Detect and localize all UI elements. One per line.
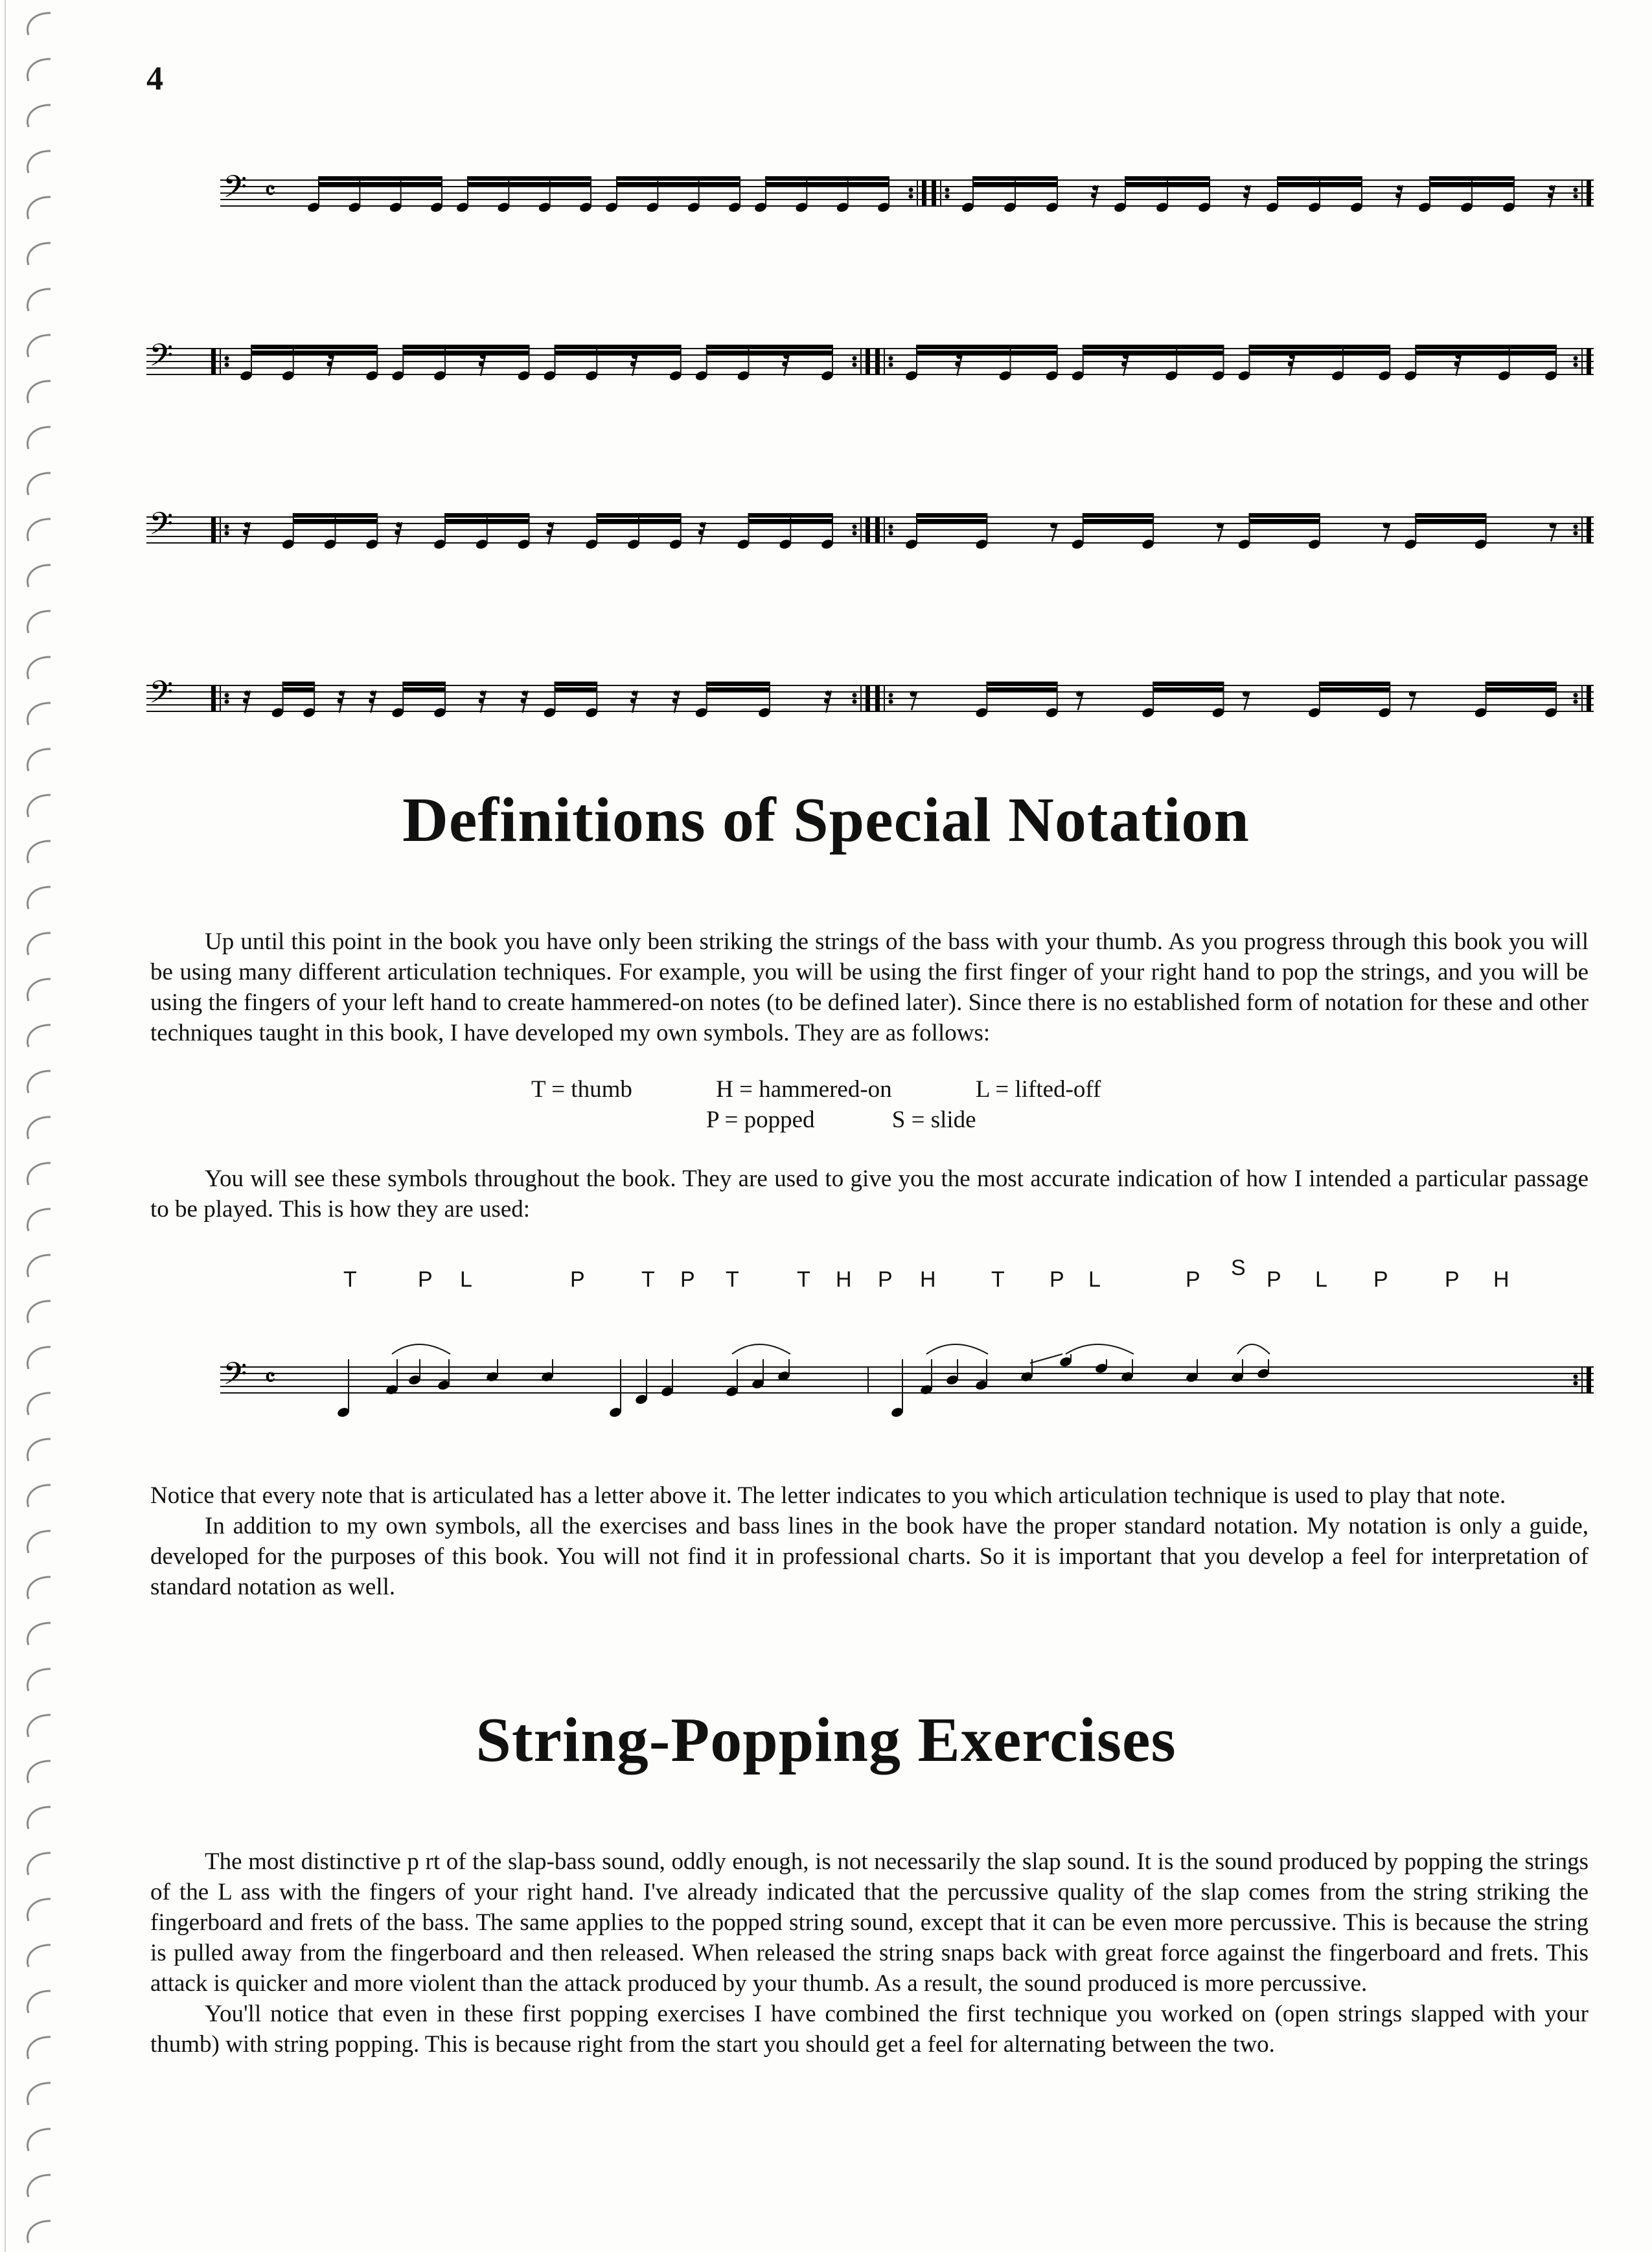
- repeat-end-thick-bar: [1587, 349, 1591, 374]
- articulation-letter: T: [343, 1267, 357, 1292]
- symbol-popped: P = popped: [706, 1107, 815, 1133]
- rest-flag-dot: [548, 522, 553, 527]
- bass-clef-icon: 𝄢: [223, 1355, 247, 1399]
- beam: [403, 350, 529, 354]
- rest-flag-dot: [1454, 362, 1460, 367]
- articulation-letter: P: [1267, 1267, 1281, 1292]
- binding-ring: [27, 1623, 51, 1645]
- beam: [468, 176, 591, 180]
- repeat-start-thick-bar: [211, 517, 216, 543]
- rest-flag-dot: [956, 354, 961, 359]
- rhythm-staff-3: [146, 478, 1594, 562]
- repeat-start-thick-bar: [875, 685, 880, 711]
- articulation-letter: P: [1186, 1267, 1200, 1292]
- rest-flag-dot: [825, 691, 831, 696]
- slur: [392, 1344, 450, 1354]
- symbol-legend-row-2: [706, 1106, 1048, 1134]
- bass-clef-icon: 𝄢: [149, 674, 174, 718]
- rest-flag-dot: [782, 362, 787, 367]
- rhythm-staff-1: [220, 141, 1594, 225]
- common-time-icon: 𝄴: [264, 176, 276, 206]
- beam: [707, 345, 832, 349]
- intro-paragraph: Up until this point in the book you have only been striking the strings of the bass with your thumb. As you progress through this book you will be using many different articulation techniques. For example, you will be using the first finger of your right hand to pop the strings, and you will be using the fingers of your left hand to create hammered-on notes (to be defined later). Since there is no established form of notation for these and other techniques taught in this book, I have developed my own symbols. They are as follows:: [150, 928, 1589, 1046]
- beam: [1083, 519, 1153, 523]
- beam: [1250, 513, 1320, 517]
- binding-ring: [27, 1991, 51, 2013]
- beam: [1416, 519, 1486, 523]
- beam: [917, 513, 987, 517]
- rest-flag-dot: [243, 698, 248, 704]
- beam: [283, 687, 315, 691]
- beam: [617, 182, 740, 186]
- beam: [1083, 345, 1224, 349]
- rest-flag-dot: [480, 354, 485, 359]
- rest-flag-dot: [369, 698, 374, 704]
- popping-paragraph-1: The most distinctive p rt of the slap-bass sound, oddly enough, is not necessarily the slap sound. It is the sound produced by popping the strings of the L ass with the fingers of your right hand. I've already indicated that the percussive quality of the slap comes from the string striking the fingerboard and frets of the bass. The same applies to the popped string sound, except that it can be even more percussive. This is because the string is pulled away from the fingerboard and then released. When released the string snaps back with great force against the fingerboard and frets. This attack is quicker and more violent than the attack produced by your thumb. As a result, the sound produced is more percussive.: [150, 1848, 1589, 1997]
- repeat-end-thick-bar: [922, 180, 926, 206]
- beam: [468, 182, 591, 186]
- rest-flag-dot: [522, 691, 527, 696]
- repeat-dot: [1574, 194, 1578, 199]
- rest-flag-dot: [1395, 193, 1401, 198]
- rest-flag-dot: [1549, 185, 1554, 190]
- binding-ring: [27, 1485, 51, 1507]
- beam: [973, 182, 1057, 186]
- articulation-letter: S: [1231, 1256, 1246, 1280]
- beam: [707, 350, 832, 354]
- rest-flag-dot: [1092, 185, 1097, 190]
- binding-ring: [27, 1347, 51, 1369]
- beam: [597, 519, 681, 523]
- rest-flag-dot: [1456, 354, 1461, 359]
- binding-ring: [27, 59, 51, 81]
- rest-flag-dot: [1289, 354, 1294, 359]
- repeat-dot: [889, 531, 893, 536]
- beam: [283, 682, 315, 685]
- repeat-start-thick-bar: [211, 685, 216, 711]
- beam: [749, 519, 833, 523]
- rest-flag-dot: [1409, 691, 1415, 697]
- rest-flag-dot: [244, 691, 249, 696]
- beam: [403, 682, 445, 685]
- symbol-slide: S = slide: [891, 1107, 976, 1133]
- rest-flag-dot: [395, 530, 400, 535]
- binding-ring: [27, 1899, 51, 1921]
- repeat-end-thick-bar: [866, 349, 870, 374]
- beam: [597, 513, 681, 517]
- binding-ring: [27, 2037, 51, 2059]
- binding-ring: [27, 1531, 51, 1553]
- rest-flag-dot: [672, 698, 678, 704]
- repeat-end-thick-bar: [866, 517, 870, 543]
- binding-ring: [27, 1025, 51, 1047]
- binding-ring: [27, 565, 51, 587]
- rest-flag-dot: [244, 522, 249, 527]
- beam: [445, 513, 529, 517]
- beam: [1153, 682, 1223, 685]
- symbol-thumb: T = thumb: [531, 1076, 632, 1103]
- binding-ring: [27, 289, 51, 311]
- repeat-dot: [889, 700, 893, 704]
- rest-flag-dot: [1245, 185, 1250, 190]
- articulation-letter: P: [1050, 1267, 1064, 1292]
- binding-ring: [27, 1163, 51, 1185]
- binding-ring: [27, 1577, 51, 1599]
- binding-ring: [27, 2129, 51, 2151]
- rest-flag-dot: [955, 362, 960, 367]
- rest-flag-dot: [1397, 185, 1402, 190]
- repeat-dot: [909, 194, 913, 199]
- articulation-letter: L: [1088, 1267, 1101, 1292]
- rest-flag-dot: [700, 522, 705, 527]
- repeat-dot: [225, 693, 229, 698]
- repeat-dot: [853, 356, 857, 361]
- rest-flag-dot: [1076, 691, 1082, 697]
- rest-flag-dot: [370, 691, 375, 696]
- symbol-legend-row-1: [531, 1075, 1178, 1103]
- beam: [555, 350, 681, 354]
- articulation-letter: L: [1315, 1267, 1327, 1292]
- beam: [1125, 182, 1210, 186]
- beam: [1416, 513, 1486, 517]
- articulation-letter: P: [878, 1267, 893, 1292]
- rhythm-staff-4: [146, 647, 1594, 731]
- binding-ring: [27, 519, 51, 541]
- rest-flag-dot: [674, 691, 679, 696]
- binding-ring: [27, 381, 51, 403]
- binding-ring: [27, 1945, 51, 1967]
- beam: [1083, 350, 1224, 354]
- beam: [1125, 176, 1210, 180]
- beam: [1278, 182, 1362, 186]
- rest-flag-dot: [1243, 691, 1248, 697]
- slur: [926, 1344, 988, 1354]
- repeat-dot: [889, 356, 893, 361]
- repeat-dot: [225, 363, 229, 367]
- rest-flag-dot: [1288, 362, 1293, 367]
- repeat-dot: [1574, 1375, 1578, 1379]
- beam: [917, 519, 987, 523]
- binding-ring: [27, 105, 51, 127]
- repeat-end-thick-bar: [1587, 1367, 1591, 1393]
- binding-ring: [27, 887, 51, 909]
- addition-paragraph: In addition to my own symbols, all the exercises and bass lines in the book have the proper standard notation. My notation is only a guide, developed for the purposes of this book. You will not find it in professional charts. So it is important that you develop a feel for interpretation of standard notation as well.: [150, 1513, 1589, 1600]
- beam: [987, 682, 1057, 685]
- beam: [555, 682, 597, 685]
- beam: [1250, 350, 1390, 354]
- binding-ring: [27, 979, 51, 1001]
- bass-clef-icon: 𝄢: [149, 505, 174, 549]
- repeat-dot: [1574, 1381, 1578, 1386]
- beam: [1278, 176, 1362, 180]
- repeat-dot: [225, 700, 229, 704]
- repeat-start-thick-bar: [932, 180, 936, 206]
- bass-clef-icon: 𝄢: [149, 337, 174, 381]
- articulation-example-staff: [220, 1309, 1594, 1451]
- binding-ring: [27, 2221, 51, 2243]
- repeat-dot: [945, 194, 950, 199]
- repeat-dot: [1574, 531, 1578, 536]
- repeat-dot: [225, 525, 229, 529]
- rest-flag-dot: [1121, 362, 1127, 367]
- rest-flag-dot: [480, 691, 485, 696]
- rest-flag-dot: [521, 698, 526, 704]
- binding-ring: [27, 1853, 51, 1875]
- beam: [1320, 682, 1390, 685]
- binding-ring: [27, 2083, 51, 2105]
- popping-paragraph-2: You'll notice that even in these first popping exercises I have combined the first technique you worked on (open strings slapped with your thumb) with string popping. This is because right from the start you should get a feel for alternating between the two.: [150, 2001, 1589, 2058]
- beam: [555, 345, 681, 349]
- beam: [766, 182, 889, 186]
- symbol-lifted-off: L = lifted-off: [975, 1076, 1101, 1103]
- beam: [973, 176, 1057, 180]
- repeat-dot: [853, 693, 857, 698]
- binding-ring: [27, 933, 51, 955]
- rhythm-staff-2: [146, 310, 1594, 394]
- repeat-end-thick-bar: [1587, 180, 1591, 206]
- beam: [319, 176, 442, 180]
- articulation-letter: T: [726, 1267, 739, 1292]
- rest-flag-dot: [824, 698, 829, 704]
- beam: [1486, 687, 1556, 691]
- binding-ring: [27, 1669, 51, 1691]
- beam: [1153, 687, 1223, 691]
- binding-ring: [27, 151, 51, 173]
- articulation-letter: P: [680, 1267, 695, 1292]
- repeat-dot: [889, 693, 893, 698]
- beam: [917, 350, 1057, 354]
- rest-flag-dot: [630, 362, 636, 367]
- beam: [749, 513, 833, 517]
- usage-paragraph: You will see these symbols throughout the book. They are used to give you the most accurate indication of how I intended a particular passage to be played. This is how they are used:: [150, 1166, 1589, 1223]
- binding-ring: [27, 13, 51, 35]
- repeat-start-thick-bar: [875, 517, 880, 543]
- repeat-dot: [889, 525, 893, 529]
- beam: [293, 519, 378, 523]
- articulation-letter: P: [1373, 1267, 1388, 1292]
- beam: [1083, 513, 1153, 517]
- binding-ring: [27, 611, 51, 633]
- binding-ring: [27, 1117, 51, 1139]
- page-number: 4: [146, 60, 163, 97]
- bass-clef-icon: 𝄢: [223, 168, 247, 213]
- beam: [1416, 345, 1556, 349]
- repeat-dot: [1574, 363, 1578, 367]
- heading-definitions: Definitions of Special Notation: [402, 785, 1250, 855]
- beam: [445, 519, 529, 523]
- binding-ring: [27, 749, 51, 771]
- heading-string-popping: String-Popping Exercises: [476, 1705, 1176, 1775]
- articulation-letter: P: [418, 1267, 433, 1292]
- beam: [1250, 519, 1320, 523]
- binding-ring: [27, 1301, 51, 1323]
- rest-flag-dot: [1050, 523, 1056, 529]
- beam: [1250, 345, 1390, 349]
- binding-ring: [27, 197, 51, 219]
- beam: [1486, 682, 1556, 685]
- articulation-letter: H: [920, 1267, 936, 1292]
- repeat-start-thick-bar: [211, 349, 216, 374]
- repeat-dot: [889, 363, 893, 367]
- rest-flag-dot: [479, 698, 484, 704]
- binding-ring: [27, 2175, 51, 2197]
- rest-flag-dot: [1383, 523, 1389, 529]
- beam: [917, 345, 1057, 349]
- binding-ring: [27, 703, 51, 725]
- repeat-dot: [225, 356, 229, 361]
- rest-flag-dot: [1550, 523, 1555, 529]
- repeat-dot: [225, 531, 229, 536]
- beam: [251, 350, 377, 354]
- articulation-letters: [0, 1256, 1652, 1300]
- articulation-letter: H: [836, 1267, 852, 1292]
- binding-ring: [27, 335, 51, 357]
- slur: [732, 1344, 790, 1354]
- beam: [987, 687, 1057, 691]
- common-time-icon: 𝄴: [264, 1363, 276, 1393]
- rest-flag-dot: [1548, 193, 1553, 198]
- beam: [1320, 687, 1390, 691]
- rest-flag-dot: [547, 530, 552, 535]
- beam: [1430, 182, 1514, 186]
- binding-ring: [27, 1393, 51, 1415]
- rest-flag-dot: [338, 698, 343, 704]
- repeat-dot: [1574, 525, 1578, 529]
- rest-flag-dot: [1091, 193, 1096, 198]
- articulation-letter: T: [641, 1267, 655, 1292]
- beam: [1430, 176, 1514, 180]
- rest-flag-dot: [632, 354, 637, 359]
- repeat-dot: [1574, 356, 1578, 361]
- beam: [617, 176, 740, 180]
- slur: [1237, 1344, 1270, 1354]
- rest-flag-dot: [339, 691, 344, 696]
- articulation-letter: T: [797, 1267, 810, 1292]
- rest-flag-dot: [632, 691, 637, 696]
- beam: [293, 513, 378, 517]
- beam: [1416, 350, 1556, 354]
- binding-ring: [27, 473, 51, 495]
- binding-ring: [27, 1209, 51, 1231]
- beam: [251, 345, 377, 349]
- binding-ring: [27, 1071, 51, 1093]
- repeat-dot: [945, 188, 950, 192]
- rest-flag-dot: [327, 362, 332, 367]
- beam: [403, 687, 445, 691]
- rest-flag-dot: [698, 530, 704, 535]
- articulation-letter: H: [1493, 1267, 1509, 1292]
- repeat-dot: [1574, 700, 1578, 704]
- beam: [766, 176, 889, 180]
- rest-flag-dot: [328, 354, 334, 359]
- repeat-dot: [853, 700, 857, 704]
- beam: [555, 687, 597, 691]
- repeat-end-thick-bar: [1587, 685, 1591, 711]
- spiral-binding: [0, 0, 71, 2252]
- repeat-end-thick-bar: [866, 685, 870, 711]
- rest-flag-dot: [479, 362, 484, 367]
- rest-flag-dot: [1243, 193, 1248, 198]
- binding-ring: [27, 1807, 51, 1829]
- repeat-dot: [1574, 188, 1578, 192]
- binding-ring: [27, 427, 51, 449]
- repeat-dot: [853, 531, 857, 536]
- rest-flag-dot: [630, 698, 636, 704]
- beam: [707, 687, 770, 691]
- binding-ring: [27, 1439, 51, 1461]
- rest-flag-dot: [783, 354, 788, 359]
- beam: [403, 345, 529, 349]
- rest-flag-dot: [1123, 354, 1128, 359]
- symbol-hammered-on: H = hammered-on: [716, 1076, 892, 1103]
- repeat-dot: [1574, 693, 1578, 698]
- rest-flag-dot: [243, 530, 248, 535]
- repeat-end-thick-bar: [1587, 517, 1591, 543]
- slur: [1066, 1344, 1134, 1354]
- rest-flag-dot: [910, 691, 916, 697]
- binding-ring: [27, 243, 51, 265]
- articulation-letter: T: [991, 1267, 1005, 1292]
- beam: [707, 682, 770, 685]
- rest-flag-dot: [396, 522, 401, 527]
- repeat-dot: [909, 188, 913, 192]
- notice-paragraph: Notice that every note that is articulated has a letter above it. The letter indicates to you which articulation technique is used to play that note.: [150, 1482, 1506, 1509]
- beam: [319, 182, 442, 186]
- articulation-letter: P: [1445, 1267, 1460, 1292]
- rest-flag-dot: [1217, 523, 1222, 529]
- articulation-letter: P: [570, 1267, 585, 1292]
- slide-line: [1030, 1354, 1062, 1363]
- repeat-dot: [853, 525, 857, 529]
- binding-ring: [27, 657, 51, 679]
- articulation-letter: L: [460, 1267, 472, 1292]
- repeat-dot: [853, 363, 857, 367]
- repeat-start-thick-bar: [875, 349, 880, 374]
